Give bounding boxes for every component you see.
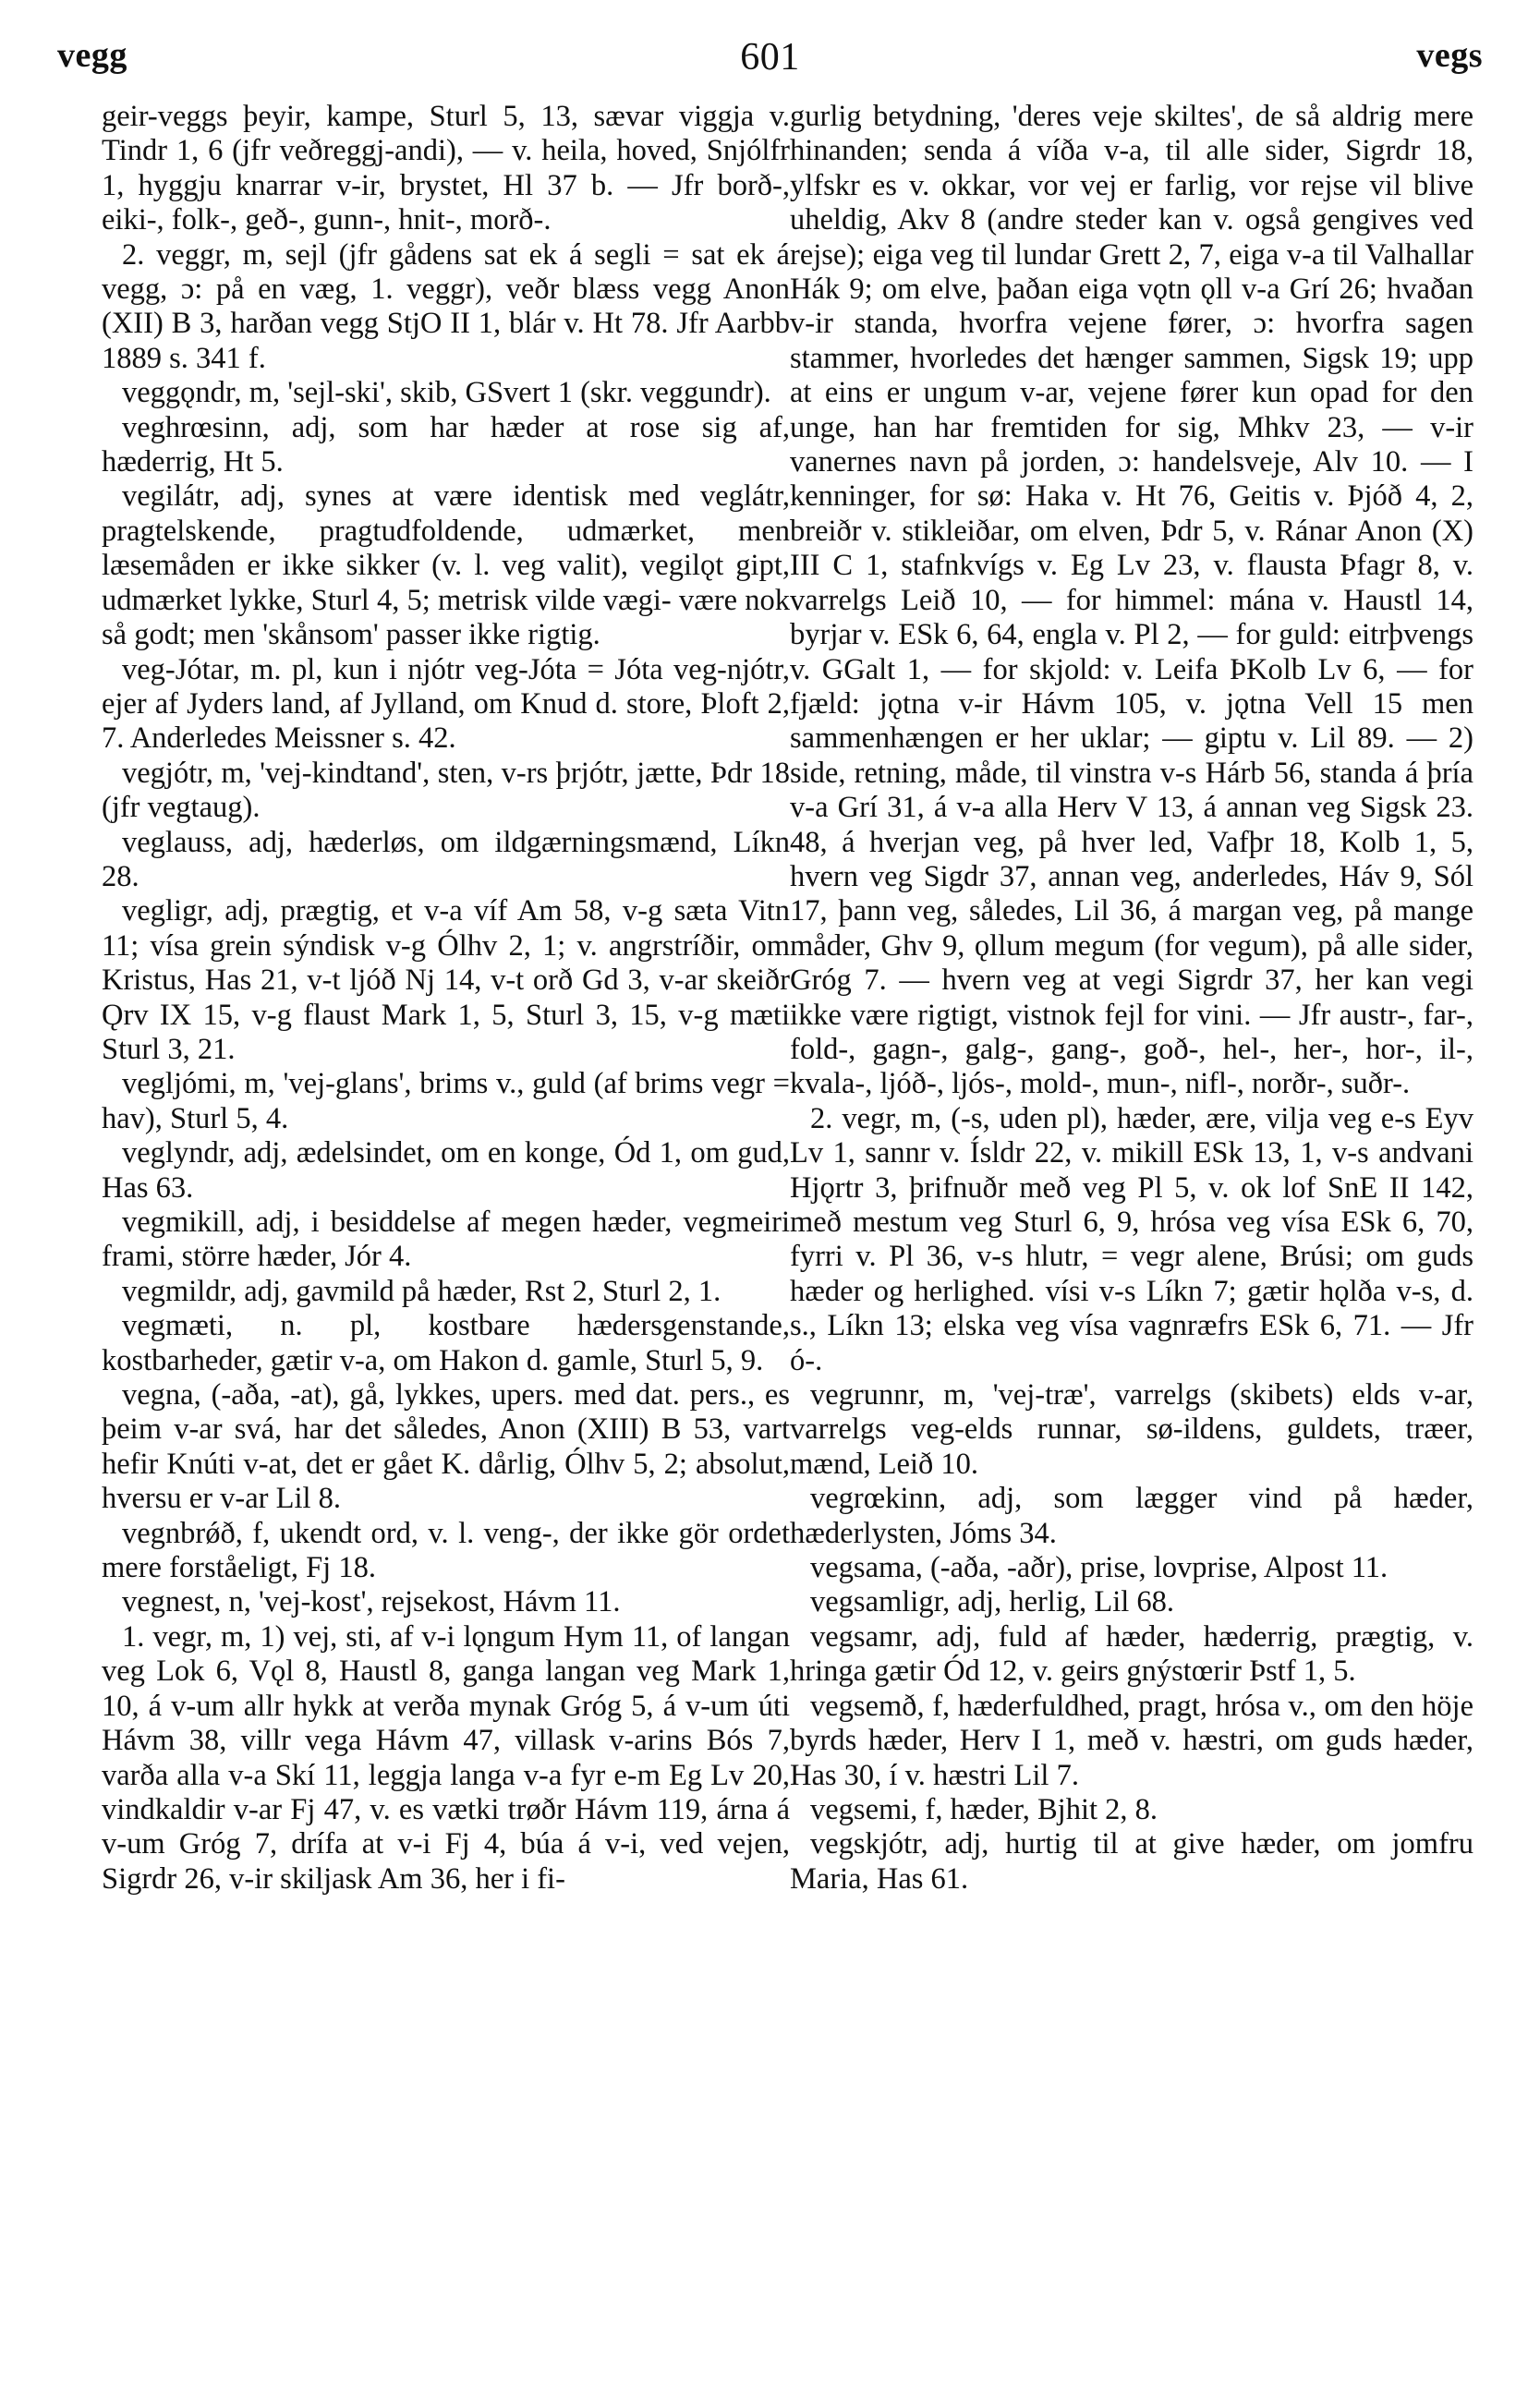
entry: vegmikill, adj, i besiddelse af megen hæder, vegmeiri frami, större hæder, Jór 4. [102, 1206, 790, 1274]
entry: vegmæti, n. pl, kostbare hædersgenstande, kostbarheder, gætir v-a, om Hakon d. gamle, Sturl 5, 9. [102, 1309, 790, 1377]
entry: vegligr, adj, prægtig, et v-a víf Am 58, v-g sæta Vitn 11; vísa grein sýndisk v-g Ólhv 2, 1; v. angrstríðir, om Kristus, Has 21, v-t ljóð Nj 14, v-t orð Gd 3, v-ar skeiðr Ǫrv IX 15, v-g flaust Mark 1, 5, Sturl 3, 15, v-g mæti Sturl 3, 21. [102, 894, 790, 1066]
entry: veglauss, adj, hæderløs, om ildgærningsmænd, Líkn 28. [102, 825, 790, 893]
entry: veggǫndr, m, 'sejl-ski', skib, GSvert 1 (skr. veggundr). [122, 376, 771, 410]
entry: gurlig betydning, 'deres veje skiltes', de så aldrig mere hinanden; senda á víða v-a, til alle sider, Sigrdr 18, ylfskr es v. okkar, vor vej er farlig, vor rejse vil blive uheldig, Akv 8 (andre steder kan v. også gengives ved rejse); eiga veg til lundar Grett 2, 7, eiga v-a til Valhallar Hák 9; om elve, þaðan eiga vǫtn ǫll v-a Grí 26; hvaðan v-ir standa, hvorfra vejene fører, ɔ: hvorfra sagen stammer, hvorledes det hænger sammen, Sigsk 19; upp at eins er ungum v-ar, vejene fører kun opad for den unge, han har fremtiden for sig, Mhkv 23, — v-ir vanernes navn på jorden, ɔ: handelsveje, Alv 10. — I kenninger, for sø: Haka v. Ht 76, Geitis v. Þjóð 4, 2, breiðr v. stikleiðar, om elven, Þdr 5, v. Ránar Anon (X) III C 1, stafnkvígs v. Eg Lv 23, v. flausta Þfagr 8, v. varrelgs Leið 10, — for himmel: mána v. Haustl 14, byrjar v. ESk 6, 64, engla v. Pl 2, — for guld: eitrþvengs v. GGalt 1, — for skjold: v. Leifa ÞKolb Lv 6, — for fjæld: jǫtna v-ir Hávm 105, v. jǫtna Vell 15 men sammenhængen er her uklar; — giptu v. Lil 89. — 2) side, retning, måde, til vinstra v-s Hárb 56, standa á þría v-a Grí 31, á v-a alla Herv V 13, á annan veg Sigsk 23. 48, á hverjan veg, på hver led, Vafþr 18, Kolb 1, 5, hvern veg Sigdr 37, annan veg, anderledes, Háv 9, Sól 17, þann veg, således, Lil 36, á margan veg, på mange måder, Ghv 9, ǫllum megum (for vegum), på alle sider, Gróg 7. — hvern veg at vegi Sigrdr 37, her kan vegi ikke være rigtigt, vistnok fejl for vini. — Jfr austr-, far-, fold-, gagn-, galg-, gang-, goð-, hel-, her-, hor-, il-, kvala-, ljóð-, ljós-, mold-, mun-, nifl-, norðr-, suðr-. [790, 100, 1473, 1101]
right-column [790, 100, 1473, 1897]
entry: 1. vegr, m, 1) vej, sti, af v-i lǫngum Hym 11, of langan veg Lok 6, Vǫl 8, Haustl 8, ganga langan veg Mark 1, 10, á v-um allr hykk at verða mynak Gróg 5, á v-um úti Hávm 38, villr vega Hávm 47, villask v-arins Bós 7, varða alla v-a Skí 11, leggja langa v-a fyr e-m Eg Lv 20, vindkaldir v-ar Fj 47, v. es vætki trøðr Hávm 119, árna á v-um Gróg 7, drífa at v-i Fj 4, búa á v-i, ved vejen, Sigrdr 26, v-ir skiljask Am 36, her i fi- [102, 1619, 790, 1896]
entry: veg-Jótar, m. pl, kun i njótr veg-Jóta = Jóta veg-njótr, ejer af Jyders land, af Jylland, om Knud d. store, Þloft 2, 7. Anderledes Meissner s. 42. [102, 652, 790, 756]
entry: vegnbrǿð, f, ukendt ord, v. l. veng-, der ikke gör ordet mere forståeligt, Fj 18. [102, 1516, 790, 1585]
entry: vegrœkinn, adj, som lægger vind på hæder, hæderlysten, Jóms 34. [790, 1482, 1473, 1550]
entry: vegsamligr, adj, herlig, Lil 68. [810, 1585, 1175, 1619]
entry: vegljómi, m, 'vej-glans', brims v., guld (af brims vegr = hav), Sturl 5, 4. [102, 1067, 790, 1135]
left-column [102, 100, 790, 1897]
entry: vegrunnr, m, 'vej-træ', varrelgs (skibets) elds v-ar, varrelgs veg-elds runnar, sø-ildens, guldets, træer, mænd, Leið 10. [790, 1378, 1473, 1481]
page-number: 601 [740, 36, 800, 79]
left-running-headword: vegg [57, 36, 127, 75]
entry: 2. vegr, m, (-s, uden pl), hæder, ære, vilja veg e-s Eyv Lv 1, sannr v. Ísldr 22, v. mikill ESk 13, 1, v-s andvani Hjǫrtr 3, þrifnuðr með veg Pl 5, v. ok lof SnE II 142, með mestum veg Sturl 6, 9, hrósa veg vísa ESk 6, 70, fyrri v. Pl 36, v-s hlutr, = vegr alene, Brúsi; om guds hæder og herlighed. vísi v-s Líkn 7; gætir hǫlða v-s, d. s., Líkn 13; elska veg vísa vagnræfrs ESk 6, 71. — Jfr ó-. [790, 1101, 1473, 1377]
entry: 2. veggr, m, sejl (jfr gådens sat ek á segli = sat ek á vegg, ɔ: på en væg, 1. veggr), veðr blæss vegg Anon (XII) B 3, harðan vegg StjO II 1, blár v. Ht 78. Jfr Aarbb 1889 s. 341 f. [102, 237, 790, 375]
entry: vegskjótr, adj, hurtig til at give hæder, om jomfru Maria, Has 61. [790, 1827, 1473, 1896]
entry: vegilátr, adj, synes at være identisk med veglátr, pragtelskende, pragtudfoldende, udmærket, men læsemåden er ikke sikker (v. l. veg valit), vegilǫt gipt, udmærket lykke, Sturl 4, 5; metrisk vilde vægi- være nok så godt; men 'skånsom' passer ikke rigtig. [102, 479, 790, 652]
entry: veglyndr, adj, ædelsindet, om en konge, Ód 1, om gud, Has 63. [102, 1136, 790, 1205]
entry: vegsemð, f, hæderfuldhed, pragt, hrósa v., om den höje byrds hæder, Herv I 1, með v. hæstri, om guds hæder, Has 30, í v. hæstri Lil 7. [790, 1689, 1473, 1792]
right-running-headword: vegs [1416, 36, 1483, 75]
entry: vegsama, (-aða, -aðr), prise, lovprise, Alpost 11. [810, 1551, 1388, 1585]
entry: vegmildr, adj, gavmild på hæder, Rst 2, Sturl 2, 1. [122, 1274, 721, 1308]
entry: veghrœsinn, adj, som har hæder at rose sig af, hæderrig, Ht 5. [102, 410, 790, 479]
entry: vegsemi, f, hæder, Bjhit 2, 8. [810, 1792, 1158, 1826]
entry: vegna, (-aða, -at), gå, lykkes, upers. med dat. pers., es þeim v-ar svá, har det således, Anon (XIII) B 53, vart hefir Knúti v-at, det er gået K. dårlig, Ólhv 5, 2; absolut, hversu er v-ar Lil 8. [102, 1378, 790, 1516]
entry: vegsamr, adj, fuld af hæder, hæderrig, prægtig, v. hringa gætir Ód 12, v. geirs gnýstœrir Þstf 1, 5. [790, 1619, 1473, 1689]
page-header [57, 35, 1483, 91]
entry: vegnest, n, 'vej-kost', rejsekost, Hávm 11. [122, 1585, 621, 1619]
entry: vegjótr, m, 'vej-kindtand', sten, v-rs þrjótr, jætte, Þdr 18 (jfr vegtaug). [102, 756, 790, 825]
entry: geir-veggs þeyir, kampe, Sturl 5, 13, sævar viggja v. Tindr 1, 6 (jfr veðreggj-andi), — v. heila, hoved, Snjólfr 1, hyggju knarrar v-ir, brystet, Hl 37 b. — Jfr borð-, eiki-, folk-, geð-, gunn-, hnit-, morð-. [102, 100, 790, 237]
